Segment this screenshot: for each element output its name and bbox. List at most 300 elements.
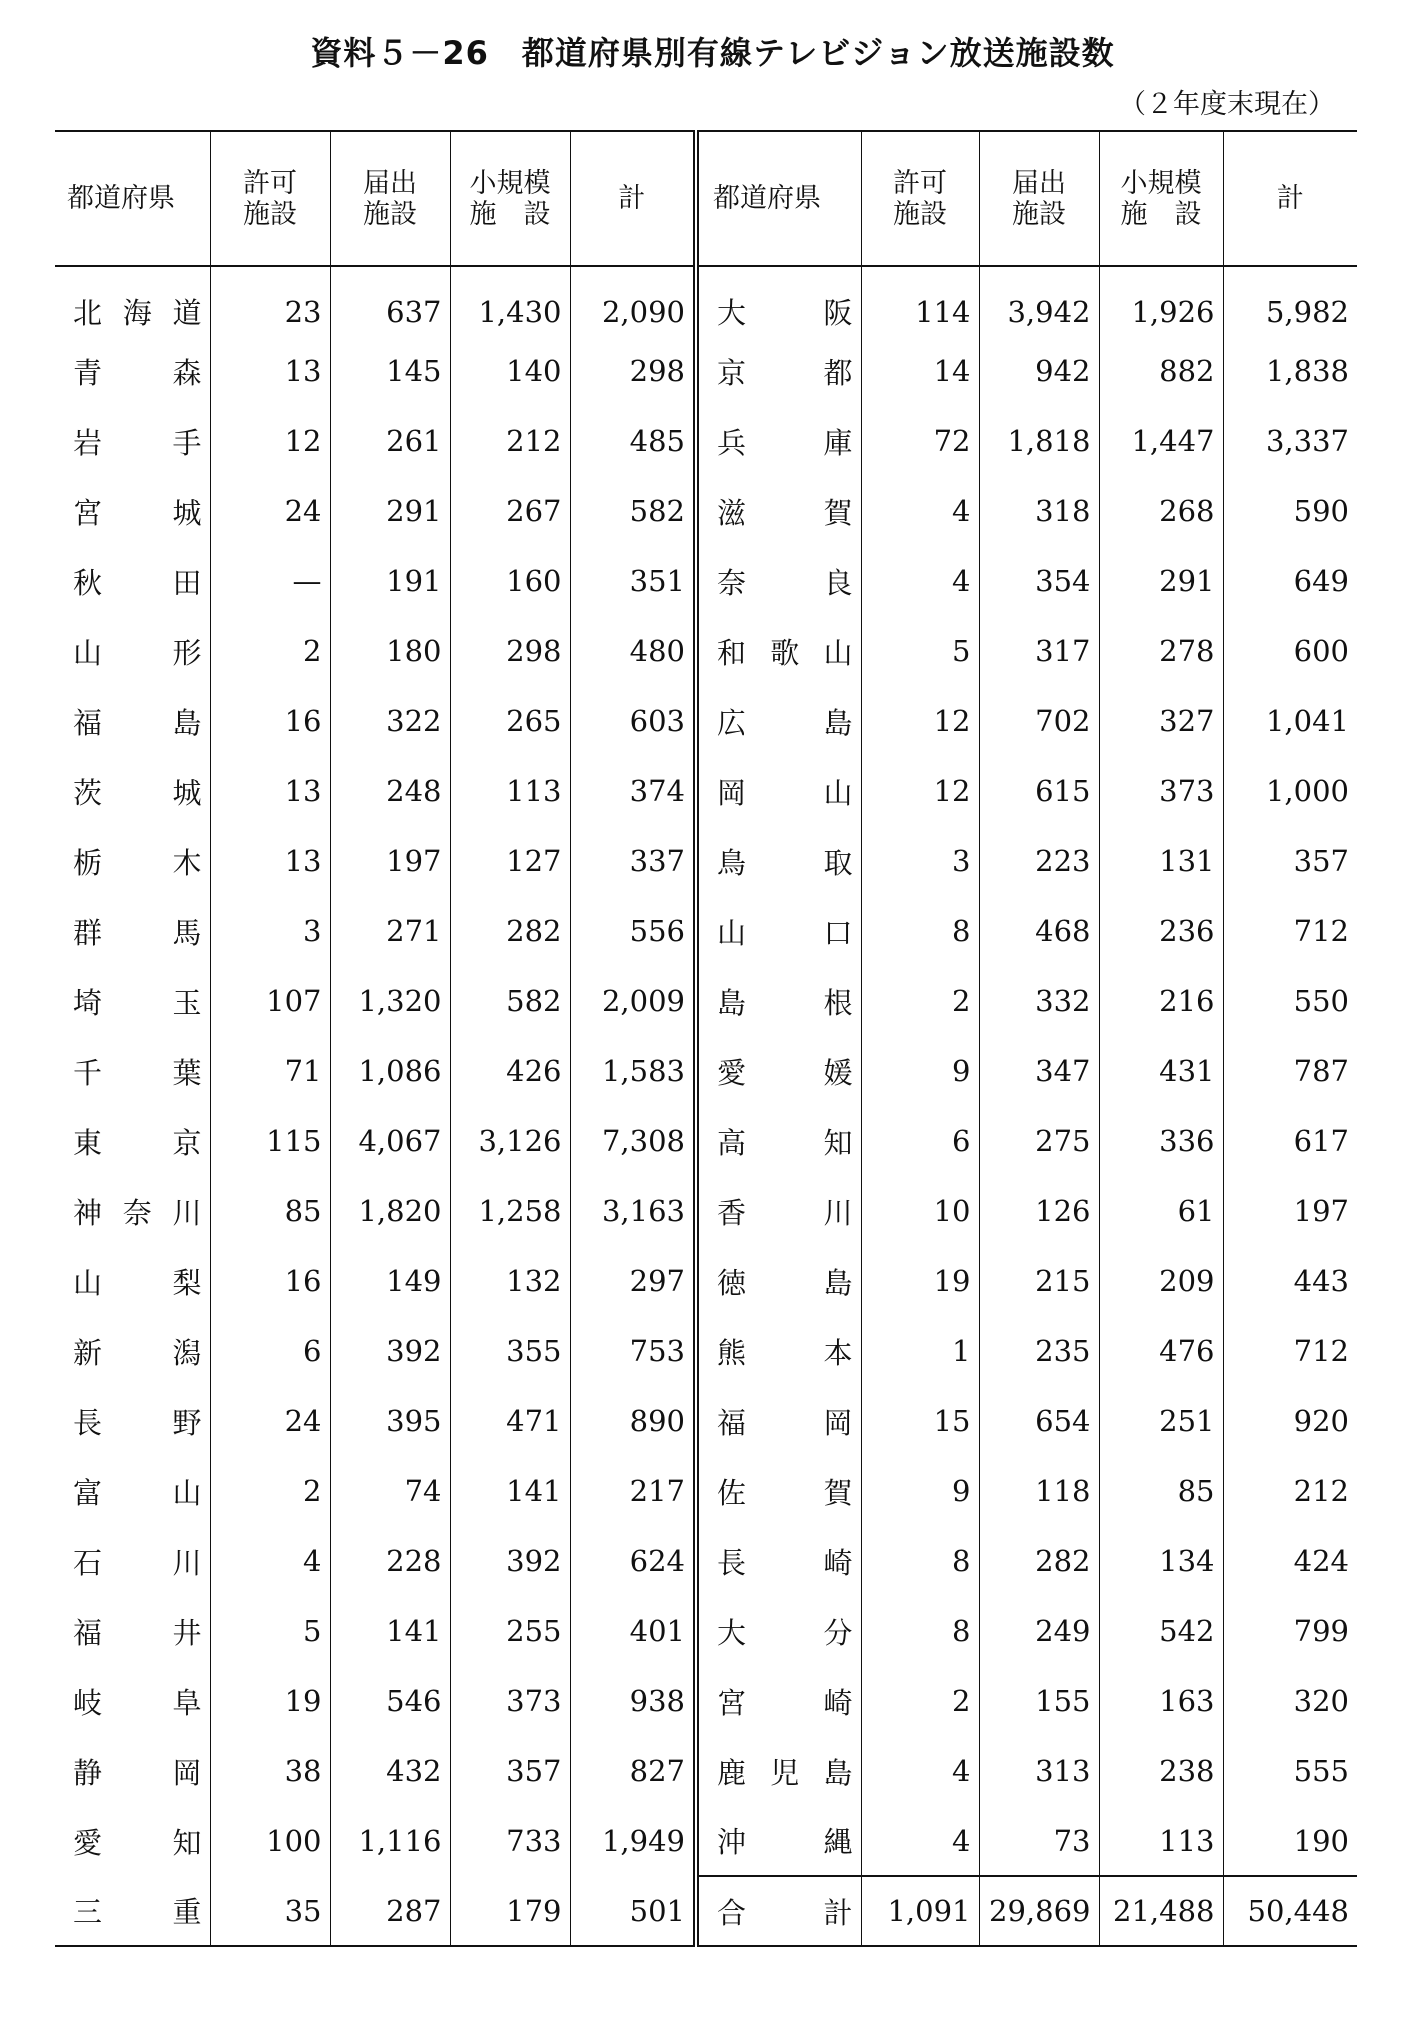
cell-kyoka-right: 2	[861, 1666, 979, 1736]
cell-total-right: 555	[1223, 1736, 1357, 1806]
prefecture-name-left	[55, 1596, 210, 1666]
cell-shokibo-left: 582	[450, 966, 570, 1036]
cell-total-right: 787	[1223, 1036, 1357, 1106]
prefecture-char: 歌	[770, 635, 800, 670]
prefecture-char: 愛	[73, 1825, 103, 1860]
prefecture-char: 熊	[717, 1335, 747, 1370]
table-row	[55, 1456, 1357, 1526]
cell-total-right: 197	[1223, 1176, 1357, 1246]
prefecture-char: 岡	[823, 1405, 853, 1440]
cell-total-left: 351	[570, 546, 696, 616]
prefecture-char: 東	[73, 1125, 103, 1160]
cell-shokibo-right: 431	[1099, 1036, 1223, 1106]
cell-shokibo-left: 255	[450, 1596, 570, 1666]
header-small-scale-right: 小規模 施 設	[1099, 131, 1223, 266]
cell-todoke-left: 261	[330, 406, 450, 476]
prefecture-char: 島	[823, 1755, 853, 1790]
cell-kyoka-left: 4	[210, 1526, 330, 1596]
cell-kyoka-right: 72	[861, 406, 979, 476]
prefecture-char: 石	[73, 1545, 103, 1580]
cell-todoke-left: 392	[330, 1316, 450, 1386]
cell-shokibo-left: 113	[450, 756, 570, 826]
cell-todoke-right: 126	[979, 1176, 1099, 1246]
prefecture-name-right	[696, 1666, 861, 1736]
prefecture-char: 群	[73, 915, 103, 950]
table-row	[55, 686, 1357, 756]
cell-total-right: 1,000	[1223, 756, 1357, 826]
prefecture-char: 秋	[73, 565, 103, 600]
cell-shokibo-right: 21,488	[1099, 1876, 1223, 1946]
cell-kyoka-right: 114	[861, 266, 979, 336]
prefecture-char: 城	[172, 775, 202, 810]
cell-todoke-right: 354	[979, 546, 1099, 616]
cell-shokibo-right: 542	[1099, 1596, 1223, 1666]
prefecture-name-right	[696, 266, 861, 336]
prefecture-name-left	[55, 1666, 210, 1736]
prefecture-char: 静	[73, 1755, 103, 1790]
cell-total-left: 890	[570, 1386, 696, 1456]
cell-shokibo-right: 251	[1099, 1386, 1223, 1456]
cell-shokibo-right: 373	[1099, 756, 1223, 826]
prefecture-char: 千	[73, 1055, 103, 1090]
table-row	[55, 616, 1357, 686]
prefecture-char: 井	[172, 1615, 202, 1650]
cell-kyoka-left: 100	[210, 1806, 330, 1876]
cell-kyoka-right: 6	[861, 1106, 979, 1176]
cell-kyoka-right: 14	[861, 336, 979, 406]
prefecture-char: 庫	[823, 425, 853, 460]
header-total-left: 計	[570, 131, 696, 266]
table-row	[55, 336, 1357, 406]
cell-shokibo-right: 291	[1099, 546, 1223, 616]
prefecture-char: 栃	[73, 845, 103, 880]
prefecture-char: 兵	[717, 425, 747, 460]
header-licensed-right: 許可 施設	[861, 131, 979, 266]
prefecture-char: 大	[717, 1615, 747, 1650]
prefecture-char: 奈	[717, 565, 747, 600]
cell-total-left: 485	[570, 406, 696, 476]
cell-todoke-left: 248	[330, 756, 450, 826]
prefecture-name-right	[696, 1246, 861, 1316]
cell-kyoka-right: 10	[861, 1176, 979, 1246]
prefecture-char: 広	[717, 705, 747, 740]
cell-total-left: 480	[570, 616, 696, 686]
prefecture-char: 梨	[172, 1265, 202, 1300]
prefecture-char: 取	[823, 845, 853, 880]
cell-todoke-right: 313	[979, 1736, 1099, 1806]
header-notified-left: 届出 施設	[330, 131, 450, 266]
table-row	[55, 1666, 1357, 1736]
cell-shokibo-right: 85	[1099, 1456, 1223, 1526]
cell-shokibo-left: 355	[450, 1316, 570, 1386]
cell-total-left: 753	[570, 1316, 696, 1386]
cell-todoke-right: 118	[979, 1456, 1099, 1526]
cell-todoke-left: 4,067	[330, 1106, 450, 1176]
cell-shokibo-right: 327	[1099, 686, 1223, 756]
prefecture-char: 福	[73, 705, 103, 740]
prefecture-char: 川	[172, 1195, 202, 1230]
cell-total-right: 443	[1223, 1246, 1357, 1316]
cell-shokibo-left: 127	[450, 826, 570, 896]
prefecture-char: 川	[172, 1545, 202, 1580]
cell-todoke-left: 287	[330, 1876, 450, 1946]
prefecture-char: 島	[823, 705, 853, 740]
cell-todoke-right: 223	[979, 826, 1099, 896]
cell-total-left: 2,009	[570, 966, 696, 1036]
prefecture-char: 大	[717, 296, 747, 330]
cell-kyoka-right: 2	[861, 966, 979, 1036]
prefecture-char: 崎	[823, 1685, 853, 1720]
cell-todoke-left: 1,320	[330, 966, 450, 1036]
prefecture-char: 重	[172, 1895, 202, 1929]
cell-total-left: 582	[570, 476, 696, 546]
header-small-scale-left: 小規模 施 設	[450, 131, 570, 266]
prefecture-name-left	[55, 406, 210, 476]
cell-todoke-left: 74	[330, 1456, 450, 1526]
prefecture-char: 海	[122, 296, 152, 330]
prefecture-name-left	[55, 756, 210, 826]
prefecture-name-right	[696, 546, 861, 616]
table-row	[55, 1386, 1357, 1456]
prefecture-char: 都	[823, 355, 853, 390]
cell-total-left: 938	[570, 1666, 696, 1736]
cell-total-right: 1,041	[1223, 686, 1357, 756]
cell-total-left: 337	[570, 826, 696, 896]
prefecture-name-right	[696, 1596, 861, 1666]
prefecture-char: 宮	[717, 1685, 747, 1720]
table-header-row	[55, 131, 1357, 266]
cell-kyoka-left: 13	[210, 826, 330, 896]
cell-todoke-right: 317	[979, 616, 1099, 686]
cell-todoke-left: 291	[330, 476, 450, 546]
table-row	[55, 546, 1357, 616]
prefecture-name-left	[55, 1246, 210, 1316]
cell-shokibo-left: 426	[450, 1036, 570, 1106]
cell-kyoka-right: 4	[861, 546, 979, 616]
prefecture-char: 岡	[172, 1755, 202, 1790]
cell-todoke-left: 1,086	[330, 1036, 450, 1106]
prefecture-char: 賀	[823, 495, 853, 530]
cell-shokibo-right: 236	[1099, 896, 1223, 966]
cell-todoke-right: 249	[979, 1596, 1099, 1666]
cell-total-right: 799	[1223, 1596, 1357, 1666]
prefecture-name-right	[696, 616, 861, 686]
prefecture-name-left	[55, 476, 210, 546]
cell-kyoka-left: 3	[210, 896, 330, 966]
prefecture-char: 山	[717, 915, 747, 950]
cell-total-left: 297	[570, 1246, 696, 1316]
cell-total-left: 1,949	[570, 1806, 696, 1876]
cell-shokibo-left: 357	[450, 1736, 570, 1806]
cell-shokibo-left: 282	[450, 896, 570, 966]
cell-shokibo-right: 882	[1099, 336, 1223, 406]
cell-todoke-left: 432	[330, 1736, 450, 1806]
prefecture-char: 富	[73, 1475, 103, 1510]
prefecture-name-left	[55, 1526, 210, 1596]
prefecture-name-left	[55, 1316, 210, 1386]
prefecture-char: 神	[73, 1195, 103, 1230]
prefecture-name-right	[696, 406, 861, 476]
cell-kyoka-right: 4	[861, 1806, 979, 1876]
table-row	[55, 476, 1357, 546]
prefecture-char: 野	[172, 1405, 202, 1440]
cell-total-left: 7,308	[570, 1106, 696, 1176]
prefecture-char: 埼	[73, 985, 103, 1020]
cell-shokibo-left: 179	[450, 1876, 570, 1946]
cell-todoke-right: 615	[979, 756, 1099, 826]
prefecture-char: 手	[172, 425, 202, 460]
table-row	[55, 406, 1357, 476]
cell-shokibo-left: 141	[450, 1456, 570, 1526]
cell-todoke-left: 191	[330, 546, 450, 616]
cell-shokibo-right: 61	[1099, 1176, 1223, 1246]
cell-todoke-left: 149	[330, 1246, 450, 1316]
cell-kyoka-left: 85	[210, 1176, 330, 1246]
table-row	[55, 1526, 1357, 1596]
cell-todoke-right: 155	[979, 1666, 1099, 1736]
cell-shokibo-left: 3,126	[450, 1106, 570, 1176]
cable-tv-facilities-table	[55, 130, 1357, 1947]
cell-kyoka-left: 16	[210, 686, 330, 756]
cell-todoke-right: 282	[979, 1526, 1099, 1596]
cell-total-left: 624	[570, 1526, 696, 1596]
prefecture-name-right	[696, 1316, 861, 1386]
cell-shokibo-left: 471	[450, 1386, 570, 1456]
table-row	[55, 1806, 1357, 1876]
cell-shokibo-left: 132	[450, 1246, 570, 1316]
cell-total-right: 3,337	[1223, 406, 1357, 476]
cell-todoke-right: 332	[979, 966, 1099, 1036]
cell-shokibo-left: 373	[450, 1666, 570, 1736]
prefecture-char: 京	[717, 355, 747, 390]
table-row	[55, 1246, 1357, 1316]
cell-kyoka-right: 9	[861, 1456, 979, 1526]
cell-kyoka-right: 9	[861, 1036, 979, 1106]
cell-todoke-right: 1,818	[979, 406, 1099, 476]
prefecture-name-right	[696, 1876, 861, 1946]
prefecture-name-left	[55, 1876, 210, 1946]
prefecture-char: 山	[172, 1475, 202, 1510]
cell-total-right: 212	[1223, 1456, 1357, 1526]
cell-todoke-right: 702	[979, 686, 1099, 756]
prefecture-name-left	[55, 1036, 210, 1106]
cell-total-right: 357	[1223, 826, 1357, 896]
cell-kyoka-left: 2	[210, 1456, 330, 1526]
prefecture-char: 木	[172, 845, 202, 880]
prefecture-name-right	[696, 1806, 861, 1876]
prefecture-name-left	[55, 336, 210, 406]
cell-kyoka-right: 4	[861, 476, 979, 546]
prefecture-name-right	[696, 756, 861, 826]
date-note: （２年度末現在）	[1119, 89, 1335, 120]
cell-todoke-right: 73	[979, 1806, 1099, 1876]
prefecture-char: 潟	[172, 1335, 202, 1370]
prefecture-char: 分	[823, 1615, 853, 1650]
cell-shokibo-right: 113	[1099, 1806, 1223, 1876]
cell-total-right: 424	[1223, 1526, 1357, 1596]
prefecture-char: 阜	[172, 1685, 202, 1720]
prefecture-char: 佐	[717, 1475, 747, 1510]
prefecture-char: 玉	[172, 985, 202, 1020]
prefecture-name-right	[696, 1386, 861, 1456]
prefecture-char: 良	[823, 565, 853, 600]
cell-todoke-left: 145	[330, 336, 450, 406]
prefecture-name-right	[696, 1036, 861, 1106]
prefecture-char: 山	[73, 1265, 103, 1300]
table-row	[55, 966, 1357, 1036]
prefecture-char: 茨	[73, 775, 103, 810]
prefecture-name-left	[55, 826, 210, 896]
prefecture-char: 田	[172, 565, 202, 600]
table-row	[55, 1736, 1357, 1806]
prefecture-char: 山	[823, 635, 853, 670]
table-row	[55, 1036, 1357, 1106]
cell-todoke-left: 322	[330, 686, 450, 756]
cell-kyoka-right: 12	[861, 756, 979, 826]
header-prefecture-right: 都道府県	[696, 131, 861, 266]
cell-todoke-right: 318	[979, 476, 1099, 546]
table-row	[55, 1316, 1357, 1386]
cell-shokibo-right: 163	[1099, 1666, 1223, 1736]
prefecture-name-right	[696, 1736, 861, 1806]
prefecture-char: 道	[172, 296, 202, 330]
table-row	[55, 1106, 1357, 1176]
prefecture-name-left	[55, 896, 210, 966]
cell-shokibo-right: 268	[1099, 476, 1223, 546]
cell-todoke-right: 942	[979, 336, 1099, 406]
cell-todoke-right: 347	[979, 1036, 1099, 1106]
cell-shokibo-right: 336	[1099, 1106, 1223, 1176]
cell-kyoka-left: 19	[210, 1666, 330, 1736]
prefecture-name-left	[55, 616, 210, 686]
prefecture-char: 媛	[823, 1055, 853, 1090]
cell-kyoka-right: 1	[861, 1316, 979, 1386]
cell-kyoka-left: 107	[210, 966, 330, 1036]
prefecture-char: 崎	[823, 1545, 853, 1580]
cell-shokibo-left: 1,258	[450, 1176, 570, 1246]
prefecture-char: 長	[717, 1545, 747, 1580]
prefecture-name-left	[55, 966, 210, 1036]
prefecture-char: 福	[73, 1615, 103, 1650]
cell-total-right: 617	[1223, 1106, 1357, 1176]
cell-total-right: 550	[1223, 966, 1357, 1036]
cell-kyoka-left: 71	[210, 1036, 330, 1106]
prefecture-char: 川	[823, 1195, 853, 1230]
cell-kyoka-left: 115	[210, 1106, 330, 1176]
prefecture-char: 香	[717, 1195, 747, 1230]
prefecture-name-left	[55, 1736, 210, 1806]
prefecture-char: 根	[823, 985, 853, 1020]
prefecture-name-left	[55, 546, 210, 616]
table-row	[55, 1176, 1357, 1246]
prefecture-name-right	[696, 1176, 861, 1246]
prefecture-char: 新	[73, 1335, 103, 1370]
prefecture-char: 愛	[717, 1055, 747, 1090]
cell-kyoka-right: 1,091	[861, 1876, 979, 1946]
table-row	[55, 1876, 1357, 1946]
table-row	[55, 826, 1357, 896]
cell-todoke-right: 3,942	[979, 266, 1099, 336]
cell-total-right: 590	[1223, 476, 1357, 546]
cell-shokibo-right: 476	[1099, 1316, 1223, 1386]
prefecture-char: 阪	[823, 296, 853, 330]
prefecture-char: 鹿	[717, 1755, 747, 1790]
cell-kyoka-left: 12	[210, 406, 330, 476]
prefecture-char: 知	[172, 1825, 202, 1860]
cell-total-left: 603	[570, 686, 696, 756]
cell-shokibo-left: 733	[450, 1806, 570, 1876]
header-licensed-left: 許可 施設	[210, 131, 330, 266]
table-row	[55, 896, 1357, 966]
cell-shokibo-left: 160	[450, 546, 570, 616]
cell-total-left: 374	[570, 756, 696, 826]
prefecture-char: 形	[172, 635, 202, 670]
cell-shokibo-left: 1,430	[450, 266, 570, 336]
cell-total-right: 712	[1223, 1316, 1357, 1386]
cell-total-left: 3,163	[570, 1176, 696, 1246]
cell-total-left: 401	[570, 1596, 696, 1666]
prefecture-name-right	[696, 1456, 861, 1526]
prefecture-char: 島	[717, 985, 747, 1020]
prefecture-char: 葉	[172, 1055, 202, 1090]
cell-todoke-left: 395	[330, 1386, 450, 1456]
prefecture-name-left	[55, 1386, 210, 1456]
cell-total-left: 217	[570, 1456, 696, 1526]
cell-kyoka-left: 6	[210, 1316, 330, 1386]
cell-shokibo-left: 265	[450, 686, 570, 756]
cell-todoke-left: 546	[330, 1666, 450, 1736]
prefecture-char: 賀	[823, 1475, 853, 1510]
prefecture-char: 馬	[172, 915, 202, 950]
prefecture-name-left	[55, 1806, 210, 1876]
prefecture-char: 城	[172, 495, 202, 530]
cell-todoke-left: 637	[330, 266, 450, 336]
prefecture-char: 福	[717, 1405, 747, 1440]
cell-total-right: 5,982	[1223, 266, 1357, 336]
prefecture-name-left	[55, 266, 210, 336]
prefecture-char: 合	[717, 1895, 747, 1930]
cell-todoke-right: 235	[979, 1316, 1099, 1386]
cell-kyoka-right: 5	[861, 616, 979, 686]
prefecture-name-right	[696, 1526, 861, 1596]
table-body	[55, 266, 1357, 1946]
cell-kyoka-left: 35	[210, 1876, 330, 1946]
prefecture-char: 本	[823, 1335, 853, 1370]
cell-shokibo-right: 278	[1099, 616, 1223, 686]
cell-total-left: 556	[570, 896, 696, 966]
header-total-right: 計	[1223, 131, 1357, 266]
cell-kyoka-right: 8	[861, 1526, 979, 1596]
cell-kyoka-right: 8	[861, 896, 979, 966]
cell-todoke-right: 215	[979, 1246, 1099, 1316]
cell-todoke-left: 228	[330, 1526, 450, 1596]
cell-todoke-right: 29,869	[979, 1876, 1099, 1946]
prefecture-char: 三	[73, 1895, 103, 1929]
cell-kyoka-right: 12	[861, 686, 979, 756]
cell-kyoka-left: 16	[210, 1246, 330, 1316]
cell-total-right: 649	[1223, 546, 1357, 616]
cell-shokibo-left: 140	[450, 336, 570, 406]
cell-kyoka-left: 24	[210, 1386, 330, 1456]
cell-kyoka-left: 5	[210, 1596, 330, 1666]
cell-todoke-left: 180	[330, 616, 450, 686]
cell-todoke-left: 197	[330, 826, 450, 896]
cell-shokibo-left: 298	[450, 616, 570, 686]
prefecture-char: 鳥	[717, 845, 747, 880]
cell-todoke-left: 141	[330, 1596, 450, 1666]
cell-todoke-left: 1,116	[330, 1806, 450, 1876]
cell-shokibo-right: 216	[1099, 966, 1223, 1036]
